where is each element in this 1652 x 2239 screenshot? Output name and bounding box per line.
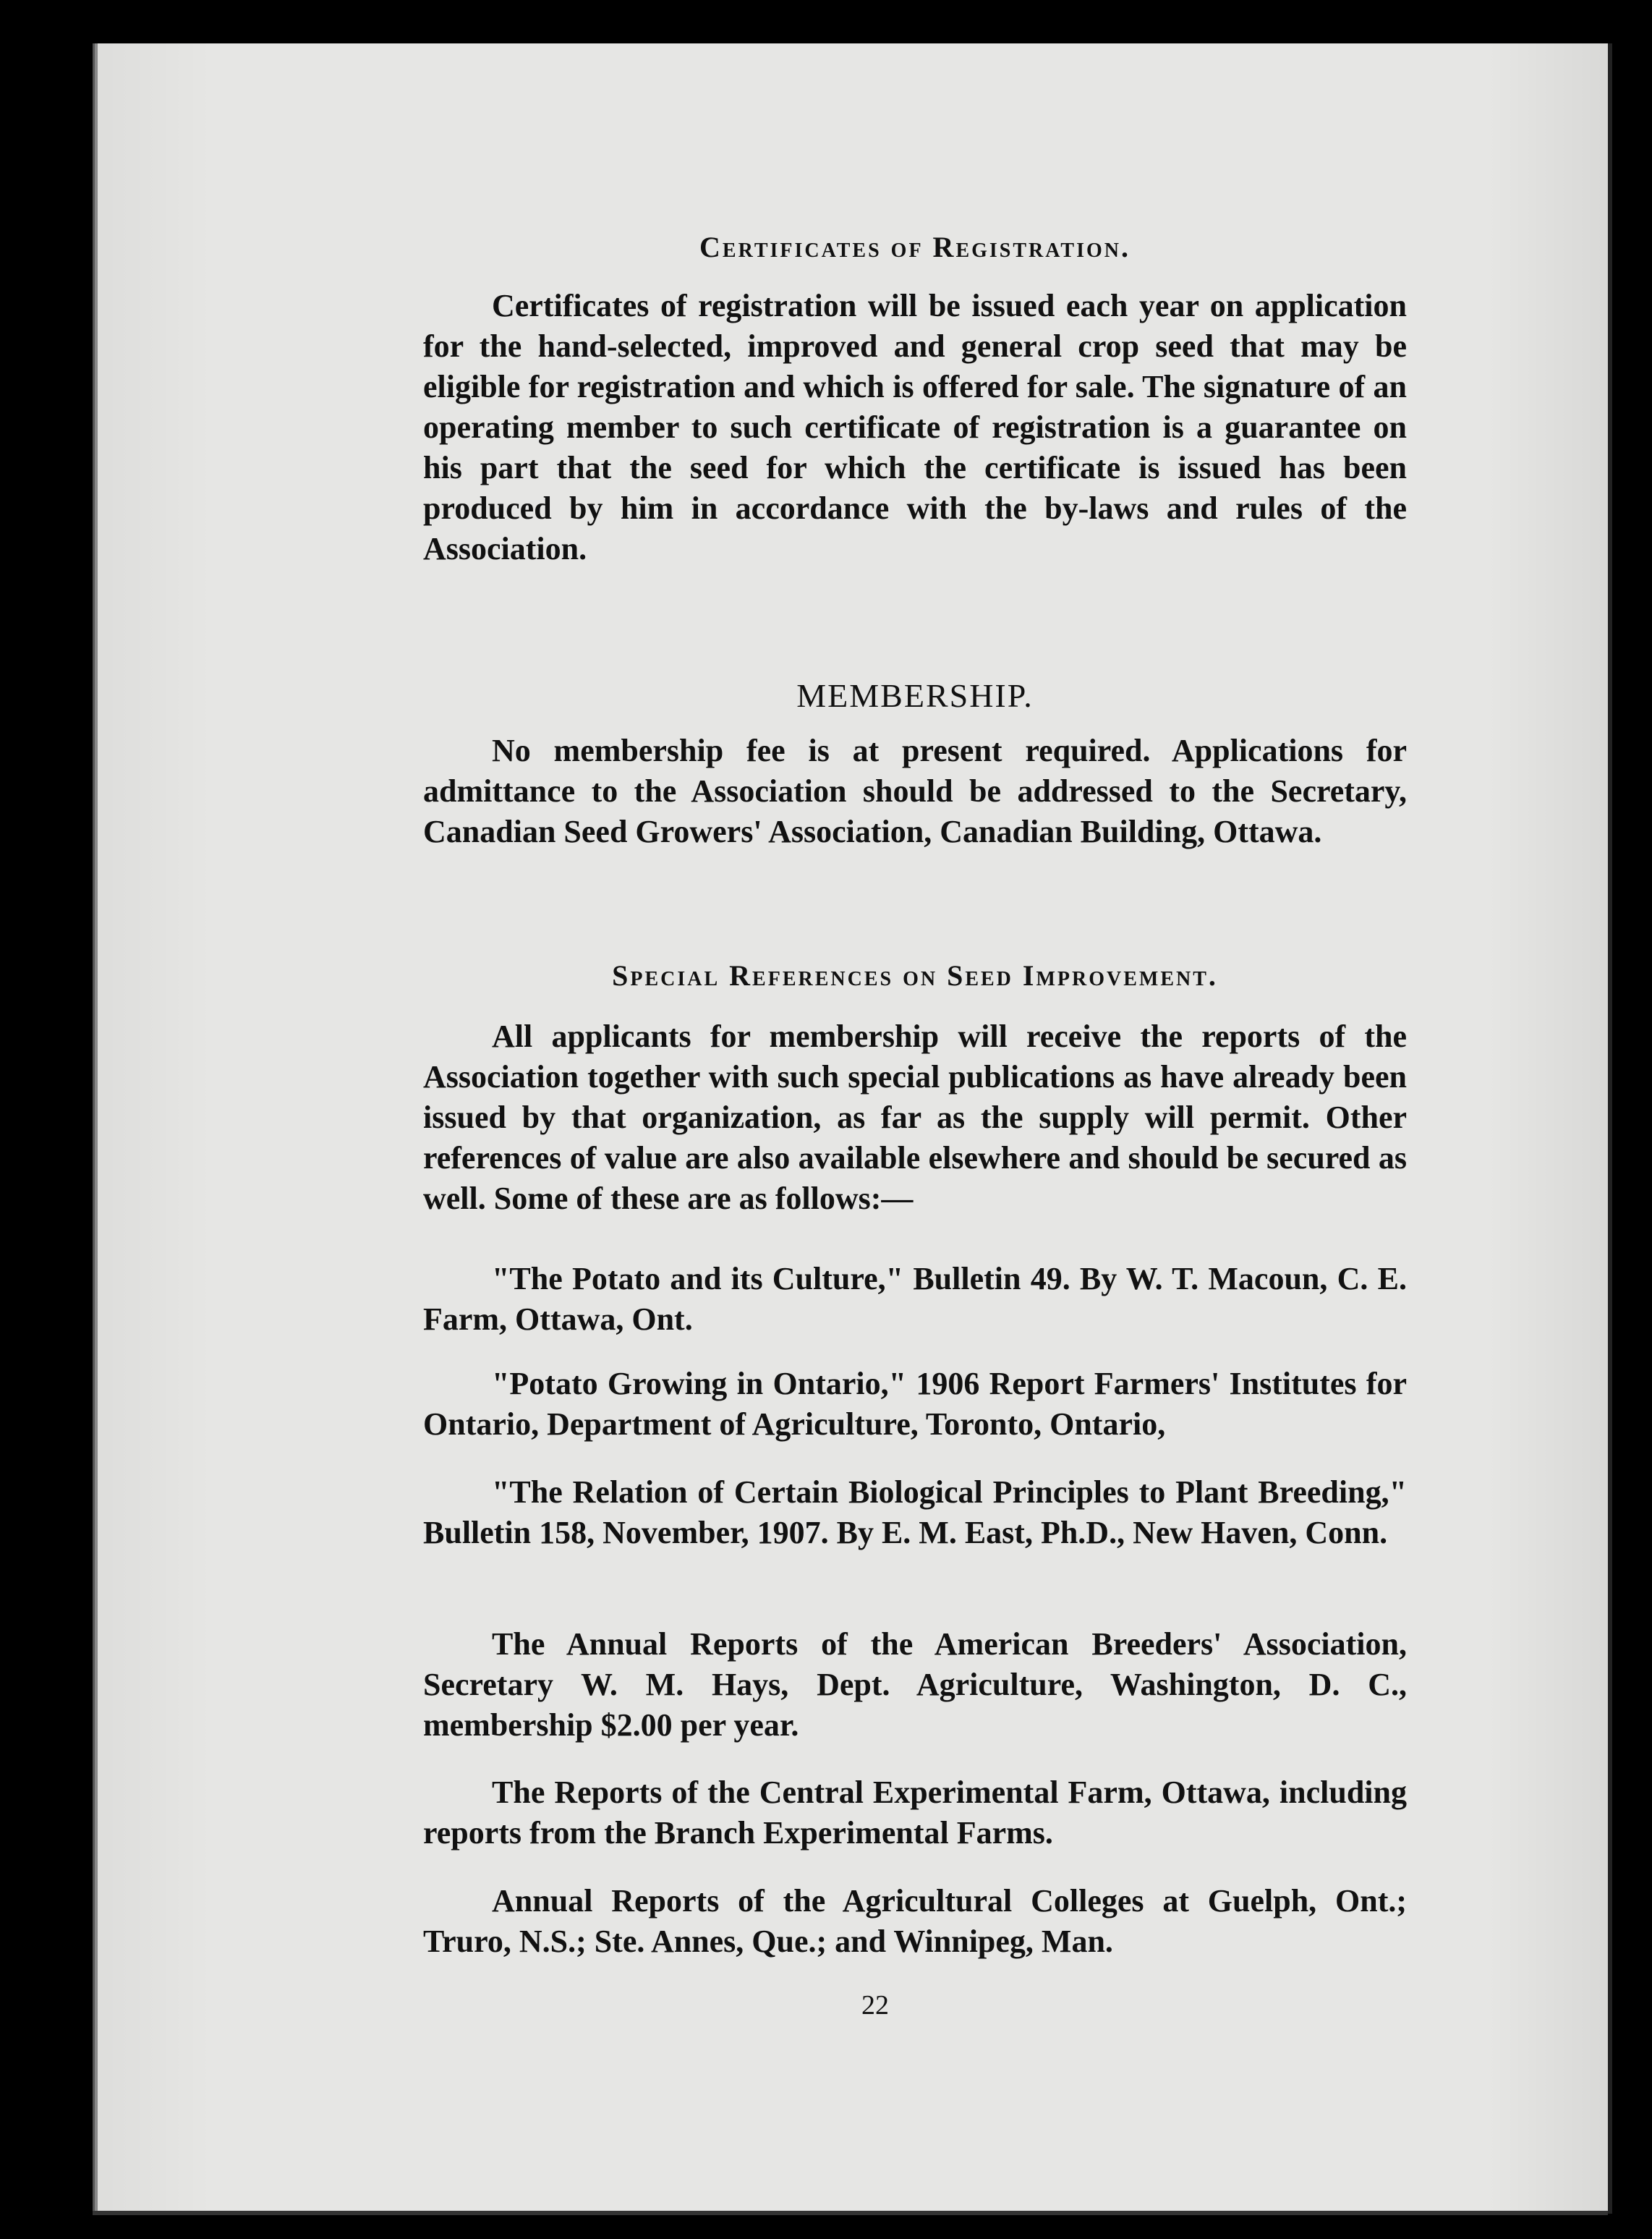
reference-item: The Reports of the Central Experimental Farm, Ottawa, including reports from the Branch Experimental Farms.	[423, 1775, 1407, 1851]
references-intro-paragraph: All applicants for membership will receive the reports of the Association together with such special publications as have already been issued by that organization, as far as the supply will permit. Other references of value are also available elsewhere and should be secured as well. Some of these are as follows:—	[423, 1019, 1407, 1216]
certificates-heading: Certificates of Registration.	[699, 231, 1131, 263]
references-heading: Special References on Seed Improvement.	[612, 959, 1218, 992]
reference-item: "Potato Growing in Ontario," 1906 Report Farmers' Institutes for Ontario, Department of Agriculture, Toronto, Ontario,	[423, 1366, 1407, 1442]
binding-edge	[1608, 43, 1612, 2214]
membership-heading: MEMBERSHIP.	[796, 677, 1034, 714]
page-number: 22	[861, 1990, 889, 2021]
reference-item: The Annual Reports of the American Breeders' Association, Secretary W. M. Hays, Dept. Agriculture, Washington, D. C., membership $2.00 per year.	[423, 1626, 1407, 1743]
reference-item: "The Relation of Certain Biological Principles to Plant Breeding," Bulletin 158, November, 1907. By E. M. East, Ph.D., New Haven, Conn.	[423, 1474, 1407, 1550]
reference-item: Annual Reports of the Agricultural Colleges at Guelph, Ont.; Truro, N.S.; Ste. Annes, Que.; and Winnipeg, Man.	[423, 1883, 1407, 1959]
page-stack-edge	[93, 43, 182, 2214]
membership-paragraph: No membership fee is at present required. Applications for admittance to the Association should be addressed to the Secretary, Canadian Seed Growers' Association, Canadian Building, Ottawa.	[423, 733, 1407, 849]
certificates-paragraph: Certificates of registration will be issued each year on application for the hand-selected, improved and general crop seed that may be eligible for registration and which is offered for sale. The signature of an operating member to such certificate of registration is a guarantee on his part that the seed for which the certificate is issued has been produced by him in accordance with the by-laws and rules of the Association.	[423, 288, 1407, 566]
bottom-edge	[93, 2211, 1608, 2215]
reference-item: "The Potato and its Culture," Bulletin 49. By W. T. Macoun, C. E. Farm, Ottawa, Ont.	[423, 1261, 1407, 1337]
